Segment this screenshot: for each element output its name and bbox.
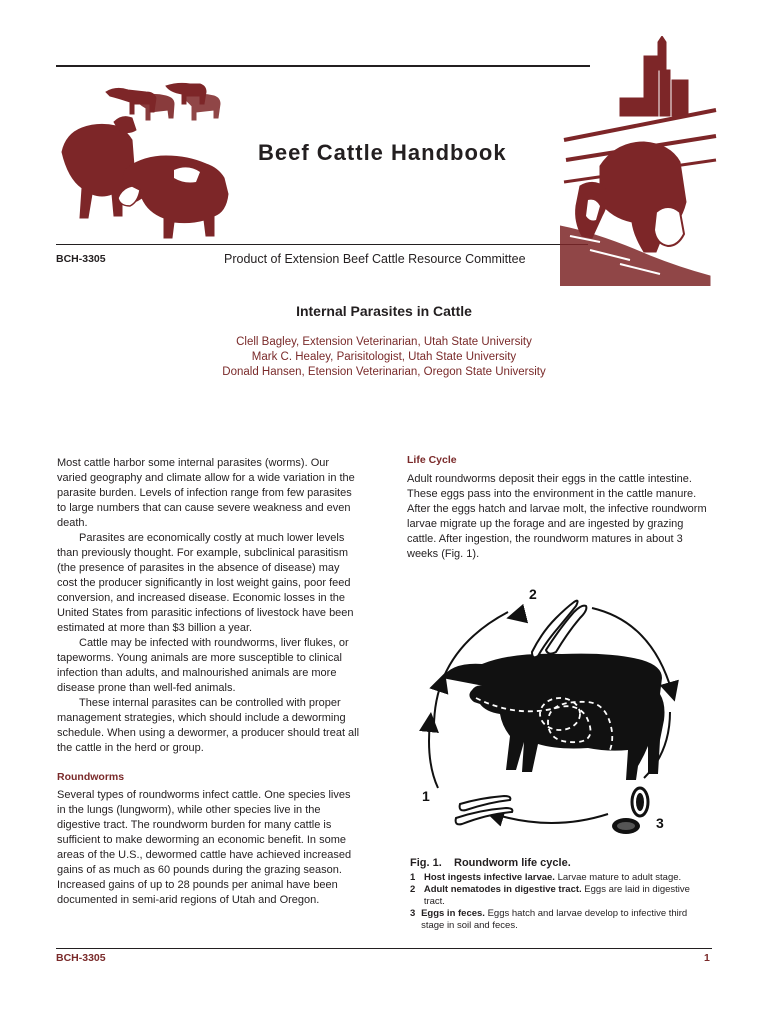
document-code: BCH-3305 xyxy=(56,253,106,265)
caption-item: 3 Eggs in feces. Eggs hatch and larvae develop to infective third stage in soil and feces. xyxy=(410,908,688,931)
body-paragraph: Cattle may be infected with roundworms, liver flukes, or tapeworms. Young animals are more susceptible to clinical infection than adults, and malnourished animals are more disease prone than well-fed animals. xyxy=(57,637,349,694)
author-line: Donald Hansen, Etension Veterinarian, Oregon State University xyxy=(222,366,546,378)
left-column xyxy=(57,456,361,908)
article-title: Internal Parasites in Cattle xyxy=(296,303,472,319)
body-paragraph: Adult roundworms deposit their eggs in the cattle intestine. These eggs pass into the environment in the cattle manure. After the eggs hatch and larvae molt, the infective roundworm larvae migrate up the forage and are ingested by grazing cattle. After ingestion, the roundworm matures in about 3 weeks (Fig. 1). xyxy=(407,473,707,560)
stage-label: 2 xyxy=(529,586,537,602)
caption-item: 1 Host ingests infective larvae. Larvae mature to adult stage. xyxy=(410,872,682,883)
cow-silhouette xyxy=(442,654,665,780)
author-line: Clell Bagley, Extension Veterinarian, Utah State University xyxy=(236,336,532,348)
footer-rule xyxy=(56,948,712,949)
larvae-stage-2 xyxy=(532,601,586,658)
handbook-title: Beef Cattle Handbook xyxy=(258,140,507,165)
eggs-stage-3 xyxy=(612,788,648,834)
figure-caption-title: Fig. 1. Roundworm life cycle. xyxy=(410,857,571,869)
author-line: Mark C. Healey, Parisitologist, Utah State University xyxy=(251,351,517,363)
body-paragraph: Parasites are economically costly at much lower levels than previously thought. For example, subclinical parasitism (the presence of parasites in the absence of disease) may cost the producer significantly in lost weight gains, poor feed conversion, and increased disease. Economic losses in the United States from parasitic infections of livestock have been estimated at more than $3 billion a year. xyxy=(57,532,354,634)
cattle-illustration-left xyxy=(54,74,234,244)
body-paragraph: Most cattle harbor some internal parasites (worms). Our varied geography and climate allow for a wide variation in the parasite burden. Levels of infection range from few parasites to large numbers that can cause severe weakness and even death. xyxy=(57,457,355,529)
caption-item: 2 Adult nematodes in digestive tract. Eggs are laid in digestive tract. xyxy=(410,884,690,907)
cycle-arrow-arc-bottom xyxy=(494,814,608,823)
figure-caption xyxy=(410,857,710,932)
footer-document-code: BCH-3305 xyxy=(56,952,106,964)
stage-label: 3 xyxy=(656,815,664,831)
page-number: 1 xyxy=(704,952,710,964)
cattle-illustration-right xyxy=(560,36,720,286)
section-heading-life-cycle: Life Cycle xyxy=(407,454,457,466)
stage-label: 1 xyxy=(422,788,430,804)
cycle-arrow xyxy=(512,615,523,634)
author-list xyxy=(0,335,768,380)
roundworm-life-cycle-diagram xyxy=(412,582,702,852)
right-column xyxy=(407,453,707,562)
header-bottom-rule xyxy=(56,244,588,245)
body-paragraph: These internal parasites can be controlled with proper management strategies, which should include a deworming schedule. When using a dewormer, a producer should treat all the cattle in the herd or group. xyxy=(57,697,360,754)
body-paragraph: Several types of roundworms infect cattle. One species lives in the lungs (lungworm), while other species live in the digestive tract. The roundworm burden for many cattle is sufficient to make deworming an economic benefit. In some areas of the U.S., dewormed cattle have achieved increased gains of as much as 60 pounds during the grazing season. Increased gains of up to 28 pounds per animal have been documented in semi-arid regions of Utah and Oregon. xyxy=(57,789,352,906)
section-heading-roundworms: Roundworms xyxy=(57,771,125,783)
header-subtitle: Product of Extension Beef Cattle Resource Committee xyxy=(224,252,526,266)
cycle-arrow xyxy=(510,611,528,630)
header-top-rule xyxy=(56,65,590,67)
larvae-stage-1 xyxy=(456,796,513,824)
